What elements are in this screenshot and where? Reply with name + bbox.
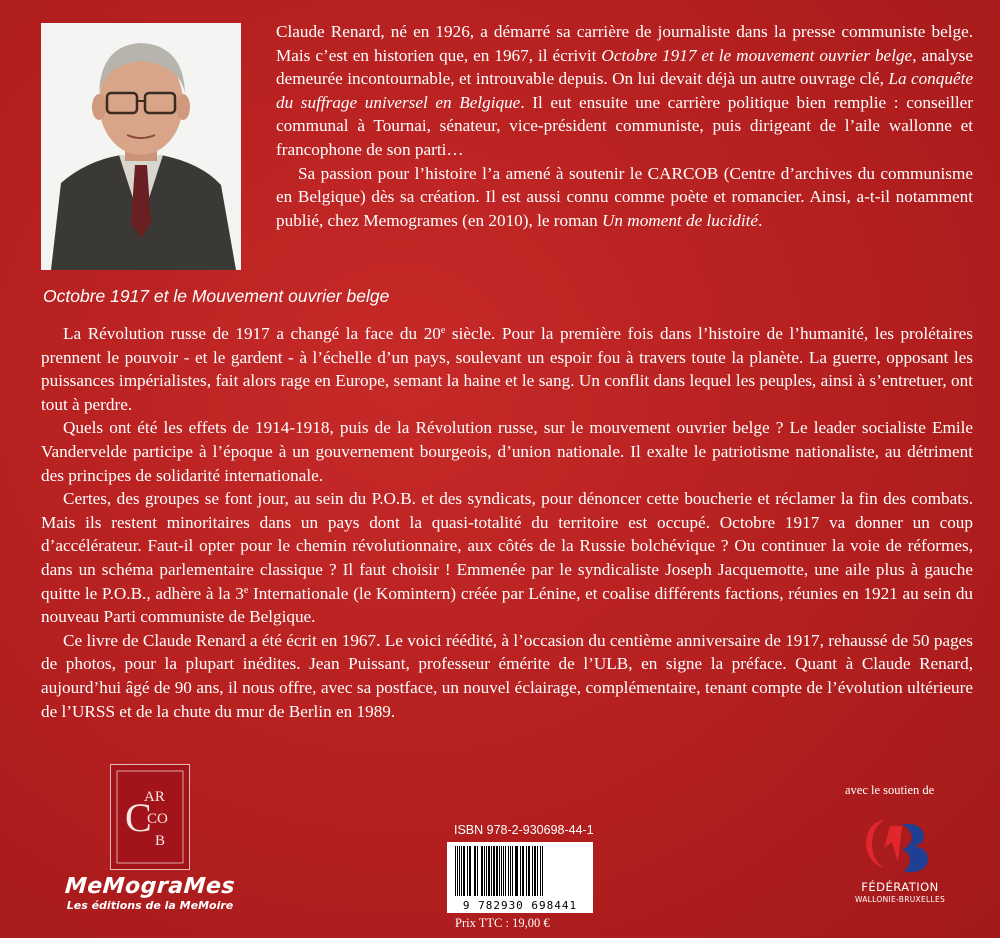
barcode-bar [508,846,509,896]
barcode-bar [486,846,487,896]
barcode-bar [491,846,492,896]
barcode-bar [512,846,513,896]
barcode-bar [457,846,458,896]
barcode-bar [477,846,478,896]
body-text: siècle. Pour la première fois dans l’histoire de l’humanité, les prolétaires prennent le pouvoir - et le gardent - à l’échelle d’un pays, soulevant un espoir fou à travers toute la planète. La guerre, opposant les puissances impérialistes, fait alors rage en Europe, semant la haine et le sang. Un conflit dans lequel les peuples, ainsi à s’entretuer, ont tout à perdre. [41,324,973,414]
barcode-bar [499,846,500,896]
book-title: La conquête du suffrage universel en Belgique [276,69,973,112]
body-text: Certes, des groupes se font jour, au sein du P.O.B. et des syndicats, pour dénoncer cette boucherie et réclamer la fin des combats. Mais ils restent minoritaires dans un pays dont la quasi-totalité du territoire est occupé. Octobre 1917 va donner un coup d’accélérateur. Faut-il opter pour le chemin révolutionnaire, aux côtés de la Russie bolchévique ? Ou continuer la voie de réformes, dans un schéma parlementaire classique ? Il faut choisir ! Emmenée par le syndicaliste Joseph Jacquemotte, une aile plus à gauche quitte le P.O.B., adhère à la 3 [41,489,973,603]
barcode-bar [503,846,504,896]
bio-text: Claude Renard, né en 1926, a démarré sa carrière de journaliste dans la presse communiste belge. Mais c’est en historien que, en 1967, il écrivit [276,22,973,65]
barcode-bar [540,846,541,896]
barcode-bar [537,846,538,896]
bio-text: . Il eut ensuite une carrière politique bien remplie : conseiller communal à Tournai, sénateur, vice-président communiste, puis dirigeant de l’aile wallonne et francophone de son parti… [276,92,974,159]
barcode-bar [532,846,533,896]
body-paragraph-2: Quels ont été les effets de 1914-1918, puis de la Révolution russe, sur le mouvement ouvrier belge ? Le leader socialiste Emile Vandervelde participe à l’époque à un gouvernement bourgeois, d’union nationale. Il exalte le patriotisme nationaliste, au détriment des principes de solidarité internationale. [41,418,973,485]
barcode-bar [467,846,468,896]
bio-paragraph-1 [276,20,973,162]
barcode-bar [528,846,530,896]
price-label: Prix TTC : 19,00 € [455,916,550,930]
barcode-bar [481,846,483,896]
federation-wallonie-bruxelles-logo [850,812,950,880]
body-paragraph-4: Ce livre de Claude Renard a été écrit en 1967. Le voici réédité, à l’occasion du centième anniversaire de 1917, rehaussé de 50 pages de photos, pour la plupart inédites. Jean Puissant, professeur émérite de l’ULB, en signe la préface. Quant à Claude Renard, aujourd’hui âgé de 90 ans, il nous offre, avec sa postface, un nouvel éclairage, complémentaire, tenant compte de l’évolution ultérieure de l’URSS et de la chute du mur de Berlin en 1989. [41,630,973,721]
carcob-letter: CO [147,811,168,827]
carcob-logo [110,764,190,870]
barcode-bar [455,846,456,896]
book-description [41,322,973,723]
bio-paragraph-2 [276,162,973,233]
book-title: Octobre 1917 et le mouvement ouvrier belge [601,45,913,65]
fwb-emblem [850,812,950,880]
fwb-subtitle: WALLONIE-BRUXELLES [854,895,946,904]
barcode-bar [542,846,543,896]
barcode-bar [463,846,465,896]
author-bio [276,20,973,232]
superscript: e [243,584,249,596]
author-photo [41,23,241,270]
barcode-bar [510,846,511,896]
body-paragraph-3 [41,487,973,629]
barcode-bar [459,846,460,896]
section-subtitle: Octobre 1917 et le Mouvement ouvrier belge [43,286,390,306]
publisher-tagline: Les éditions de la MeMoire [66,899,234,912]
carcob-letter: C [125,795,152,840]
barcode-bar [474,846,476,896]
barcode [447,842,593,913]
carcob-logo-mark [111,765,189,869]
barcode-bar [496,846,498,896]
barcode-bar [515,846,518,896]
body-text: La Révolution russe de 1917 a changé la face du 20 [63,324,441,343]
barcode-digits: 9 782930 698441 [462,899,578,912]
barcode-bar [469,846,471,896]
bio-text: . [758,210,763,230]
barcode-bar [484,846,485,896]
body-text: Internationale (le Komintern) créée par Lénine, et coalise différents factions, réunies en 1921 au sein du nouveau Parti communiste de Belgique. [41,583,974,627]
barcode-bar [522,846,524,896]
barcode-bar [493,846,495,896]
fwb-name: FÉDÉRATION [861,880,939,894]
carcob-letter: AR [144,789,165,805]
barcode-bar [520,846,521,896]
bio-text: , analyse demeurée incontournable, et introuvable depuis. On lui devait déjà un autre ouvrage clé, [276,45,973,89]
publisher-logo [30,874,270,912]
carcob-letter: B [155,833,166,849]
barcode-bar [526,846,527,896]
bio-text: Sa passion pour l’histoire l’a amené à soutenir le CARCOB (Centre d’archives du communisme en Belgique) dès sa création. Il est aussi connu comme poète et romancier. Ainsi, a-t-il notamment publié, chez Memogrames (en 2010), le roman [276,163,973,230]
publisher-name: MeMograMes [64,874,236,899]
book-title: Un moment de lucidité [601,210,759,230]
barcode-bar [501,846,502,896]
superscript: e [440,325,446,336]
body-paragraph-1 [41,322,973,416]
isbn-label: ISBN 978-2-930698-44-1 [454,823,594,837]
barcode-bar [534,846,536,896]
barcode-bar [488,846,490,896]
barcode-bar [461,846,462,896]
barcode-bar [505,846,506,896]
support-label: avec le soutien de [845,783,935,797]
barcode-bars [447,842,593,900]
author-portrait-illustration [41,23,241,270]
